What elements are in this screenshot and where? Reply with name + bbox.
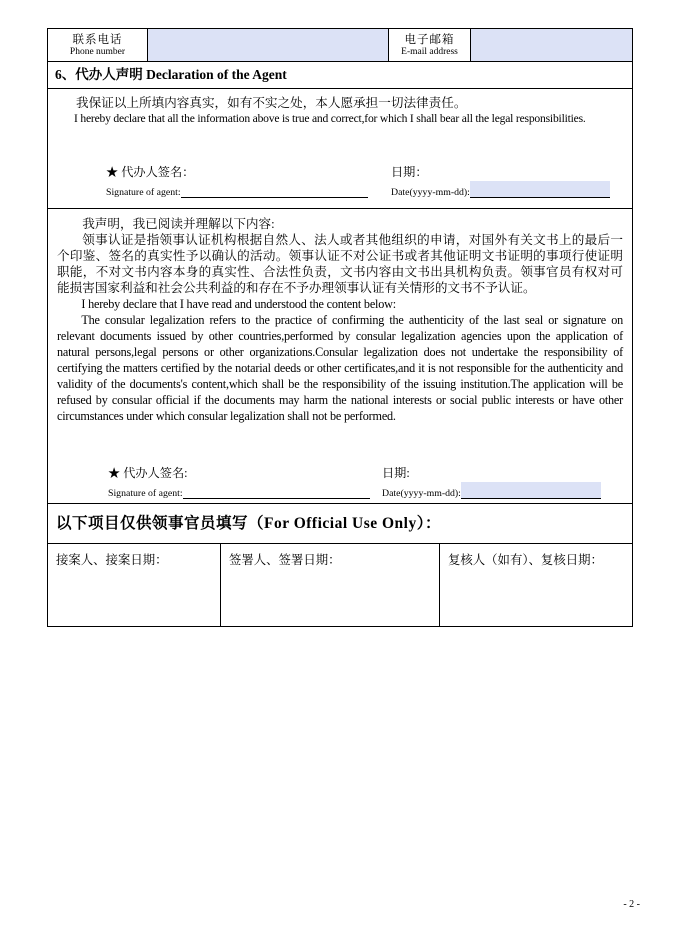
declaration-2-block xyxy=(48,216,632,504)
agent-signature-line-1 xyxy=(181,186,368,198)
declaration-1-statement-en: I hereby declare that all the information above is true and correct,for which I shall bear all the legal responsibilities. xyxy=(74,112,586,125)
declaration-2-body-en: The consular legalization refers to the practice of confirming the authenticity of the last seal or signature on relevant documents issued by other countries,performed by consular legalization agencies upon the application of natural persons,legal persons or other organizations.Consular legalization does not undertake the responsibility of certifying the matters certified by the notarial deeds or other certificates,and it is not responsible for the authenticity and validity of the documents's content,which shall be the responsibility of the issuing institution.The application will be refused by consular official if the documents may harm the national interests or social public interests or have other circumstances under which consular legalization shall not be performed. xyxy=(57,313,623,423)
phone-label-en: Phone number xyxy=(69,46,126,57)
reviewer-cell: 复核人（如有）、复核日期： xyxy=(448,553,603,567)
contact-info-row xyxy=(48,29,632,62)
section6-title: 6、代办人声明 Declaration of the Agent xyxy=(48,62,632,89)
declaration-1-statement-zh: 我保证以上所填内容真实，如有不实之处，本人愿承担一切法律责任。 xyxy=(76,96,467,110)
application-form-table xyxy=(47,28,633,627)
phone-label-zh: 联系电话 xyxy=(72,33,123,46)
agent-signature-label-en-2: Signature of agent: xyxy=(108,488,183,499)
date-input-field-2[interactable] xyxy=(461,482,601,499)
date-label-en-1: Date(yyyy-mm-dd): xyxy=(391,187,470,198)
email-label-zh: 电子邮箱 xyxy=(404,33,455,46)
date-row-2 xyxy=(382,482,601,499)
agent-signature-label-zh-2: ★ 代办人签名: xyxy=(108,466,188,480)
email-address-label xyxy=(389,29,471,61)
agent-signature-row-2 xyxy=(108,487,370,499)
email-label-en: E-mail address xyxy=(401,46,458,57)
case-receiver-cell: 接案人、接案日期： xyxy=(48,544,221,626)
agent-signature-line-2 xyxy=(183,487,370,499)
agent-signature-label-zh-1: ★ 代办人签名： xyxy=(106,165,195,179)
agent-signature-label-en-1: Signature of agent: xyxy=(106,187,181,198)
date-label-zh-1: 日期： xyxy=(391,165,428,179)
page-number: - 2 - xyxy=(623,899,640,910)
phone-number-field[interactable] xyxy=(148,29,389,61)
email-address-field[interactable] xyxy=(471,29,632,61)
declaration-2-body-zh: 领事认证是指领事认证机构根据自然人、法人或者其他组织的申请，对国外有关文书上的最后一个印鉴、签名的真实性予以确认的活动。领事认证不对公证书或者其他证明文书证明的事项行使证明职能，不对文书内容本身的真实性、合法性负责，文书内容由文书出具机构负责。领事官员有权对可能损害国家利益和社会公共利益的和存在不予办理领事认证有关情形的文书不予认证。 xyxy=(57,233,623,295)
official-use-row xyxy=(48,544,632,626)
date-row-1 xyxy=(391,181,610,198)
date-label-zh-2: 日期: xyxy=(382,466,410,480)
phone-number-label xyxy=(48,29,148,61)
date-label-en-2: Date(yyyy-mm-dd): xyxy=(382,488,461,499)
declaration-2-intro-en: I hereby declare that I have read and understood the content below: xyxy=(81,297,396,311)
declaration-1-block xyxy=(48,95,632,209)
declaration-2-intro-zh: 我声明，我已阅读并理解以下内容: xyxy=(82,217,275,231)
signer-cell: 签署人、签署日期： xyxy=(221,544,440,626)
official-use-title: 以下项目仅供领事官员填写（For Official Use Only）： xyxy=(48,504,632,544)
date-input-field-1[interactable] xyxy=(470,181,610,198)
agent-signature-row-1 xyxy=(106,186,368,198)
